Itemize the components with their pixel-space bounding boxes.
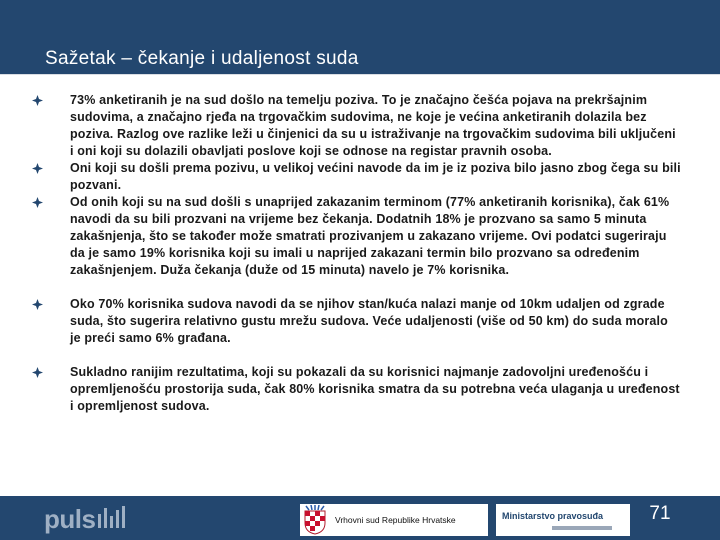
bullet-item xyxy=(32,160,682,194)
slide-header xyxy=(0,0,720,74)
puls-bars-icon xyxy=(98,506,128,528)
bullet-text: Od onih koji su na sud došli s unaprijed zakazanim terminom (77% anketiranih korisnika), čak 61% navodi da su bili prozvani na vrijeme bez čekanja. Dodatnih 18% je prozvano sa samo 5 minuta zakašnjenja, što se također može smatrati prozivanjem u zakazano vrijeme. Ovi podatci sugeriraju da je samo 19% korisnika koji su imali u naprijed zakazani termin bilo prozvano sa određenim zakašnjenjem. Duža čekanja (duže od 15 minuta) navelo je 7% korisnika. xyxy=(70,195,670,277)
page-number: 71 xyxy=(649,503,671,524)
diamond-bullet-icon xyxy=(32,197,43,208)
bullet-text: Oni koji su došli prema pozivu, u velikoj većini navode da im je iz poziva bilo jasno zbog čega su bili pozvani. xyxy=(70,161,681,192)
slide-title: Sažetak – čekanje i udaljenost suda xyxy=(45,48,359,69)
croatian-coat-of-arms-icon xyxy=(303,505,327,535)
bullet-text: Sukladno ranijim rezultatima, koji su pokazali da su korisnici najmanje zadovoljni uređenošću i opremljenošću prostorija suda, čak 80% korisnika smatra da su potrebna veća ulaganja u uređenost i opremljenost sudova. xyxy=(70,365,680,413)
court-label: Vrhovni sud Republike Hrvatske xyxy=(335,515,456,525)
slide-footer xyxy=(0,496,720,540)
bullet-item xyxy=(32,296,682,347)
bullet-text: 73% anketiranih je na sud došlo na temelju poziva. To je značajno češća pojava na prekršajnim sudovima, a značajno rjeđa na trgovačkim sudovima, ne koje je većina anketiranih dolazila bez poziva. Razlog ove razlike leži u činjenici da su u istraživanje na trgovačkim sudovima bili uključeni i oni koji su dolazili obavljati poslove koji se odnose na registar pravnih osoba. xyxy=(70,93,676,158)
diamond-bullet-icon xyxy=(32,299,43,310)
diamond-bullet-icon xyxy=(32,367,43,378)
puls-logo xyxy=(44,500,128,534)
bullet-list xyxy=(32,92,682,415)
bullet-item xyxy=(32,92,682,160)
bullet-item xyxy=(32,194,682,279)
header-divider xyxy=(0,74,720,75)
bullet-text: Oko 70% korisnika sudova navodi da se njihov stan/kuća nalazi manje od 10km udaljen od zgrade suda, što sugerira relativno gustu mrežu sudova. Veće udaljenosti (više od 50 km) do suda moralo je preći samo 6% građana. xyxy=(70,297,668,345)
ministry-label: Ministarstvo pravosuđa xyxy=(502,511,604,521)
diamond-bullet-icon xyxy=(32,95,43,106)
diamond-bullet-icon xyxy=(32,163,43,174)
bullet-item xyxy=(32,364,682,415)
ministry-subtitle-line xyxy=(552,526,612,530)
ministry-logo xyxy=(496,504,630,536)
supreme-court-logo xyxy=(300,504,488,536)
puls-logo-text: puls xyxy=(44,504,96,534)
